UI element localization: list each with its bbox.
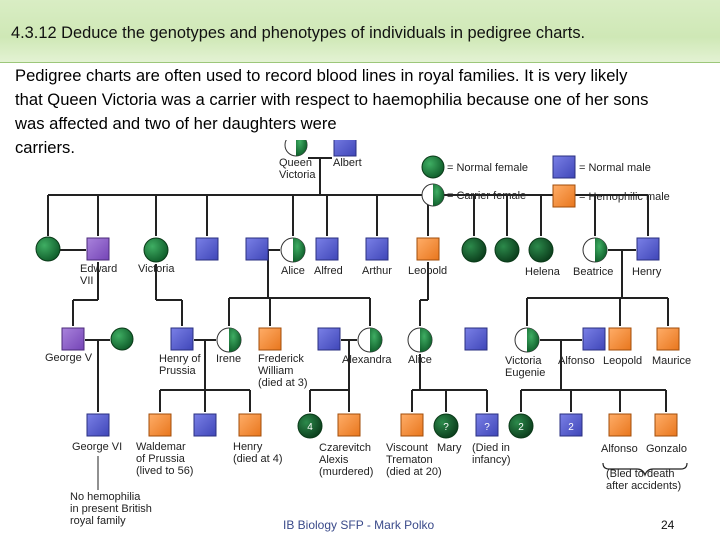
page-number: 24	[661, 518, 675, 532]
alfonso-symbol	[583, 328, 605, 350]
legend-normal-female-label: = Normal female	[447, 162, 529, 174]
two-sons-count: 2	[568, 422, 574, 433]
george-v-label: George V	[45, 352, 93, 364]
legend-hemophilic-male-symbol	[553, 185, 575, 207]
legend-normal-male-label: = Normal male	[579, 162, 651, 174]
irene-label: Irene	[216, 353, 242, 365]
waldemar-symbol	[149, 414, 171, 436]
legend-normal-female-symbol	[422, 156, 444, 178]
edward-vii-symbol	[87, 238, 109, 260]
victoria-eugenie-label-2: Eugenie	[505, 367, 546, 379]
waldemar-label-3: (lived to 56)	[136, 465, 194, 477]
henry-prussia-label-2: Prussia	[159, 365, 196, 377]
generation-2	[36, 237, 662, 287]
victoria-daughter-label: Victoria	[138, 263, 175, 275]
slide-title: 4.3.12 Deduce the genotypes and phenotypes of individuals in pedigree charts.	[11, 24, 586, 42]
henry-label: Henry	[632, 266, 662, 278]
note-line-1: No hemophilia	[70, 491, 141, 503]
helena-label: Helena	[525, 266, 560, 278]
intro-line-4: carriers.	[15, 138, 75, 157]
albert-symbol	[334, 140, 356, 156]
alice-husband-symbol	[246, 238, 268, 260]
helena-symbol	[529, 238, 553, 262]
slide-footer: IB Biology SFP - Mark Polko	[283, 518, 435, 532]
edward-label-2: VII	[80, 275, 94, 287]
alfonso-gen4-symbol	[609, 414, 631, 436]
four-sisters-count: 4	[307, 422, 313, 433]
czarevitch-symbol	[338, 414, 360, 436]
mary-label: Mary	[437, 442, 462, 454]
gen2-spouse-of-edward	[36, 237, 60, 261]
gen2-male-symbol	[196, 238, 218, 260]
czarevitch-label-3: (murdered)	[319, 466, 374, 478]
gen2-female-symbol	[462, 238, 486, 262]
alexandra-label: Alexandra	[342, 354, 392, 366]
waldemar-label-1: Waldemar	[136, 441, 186, 453]
note-line-3: royal family	[70, 515, 126, 527]
waldemar-label-2: of Prussia	[136, 453, 185, 465]
frederick-william-symbol	[259, 328, 281, 350]
maurice-symbol	[657, 328, 679, 350]
gonzalo-label: Gonzalo	[646, 443, 687, 455]
alfonso-gen4-label: Alfonso	[601, 443, 638, 455]
mary-unknown-mark: ?	[443, 422, 449, 433]
henry-of-prussia-symbol	[171, 328, 193, 350]
intro-line-2: that Queen Victoria was a carrier with respect to haemophilia because one of her sons	[15, 90, 649, 109]
legend-normal-male-symbol	[553, 156, 575, 178]
died-infancy-label-1: (Died in	[472, 442, 510, 454]
beatrice-label: Beatrice	[573, 266, 614, 278]
queen-victoria-label-2: Victoria	[279, 169, 316, 181]
alice-label: Alice	[281, 265, 305, 277]
viscount-label-3: (died at 20)	[386, 466, 442, 478]
edward-label-1: Edward	[80, 263, 118, 275]
czarevitch-label-1: Czarevitch	[319, 442, 371, 454]
victoria-daughter-symbol	[144, 238, 168, 262]
alexandra-husband-symbol	[318, 328, 340, 350]
george-vi-symbol	[87, 414, 109, 436]
viscount-trematon-symbol	[401, 414, 423, 436]
intro-line-3: was affected and two of her daughters were	[15, 114, 337, 133]
generation-4	[72, 414, 687, 492]
gonzalo-symbol	[655, 414, 677, 436]
alice-gen3-label: Alice	[408, 354, 432, 366]
arthur-label: Arthur	[362, 265, 392, 277]
maurice-label: Maurice	[652, 355, 692, 367]
alfred-symbol	[316, 238, 338, 260]
bled-label-1: (Bled to death	[606, 468, 675, 480]
note-line-2: in present British	[70, 503, 152, 515]
czarevitch-label-2: Alexis	[319, 454, 349, 466]
legend	[422, 156, 670, 207]
gen4-male-symbol	[194, 414, 216, 436]
henry-symbol	[637, 238, 659, 260]
leopold-label: Leopold	[408, 265, 448, 277]
viscount-label-1: Viscount	[386, 442, 428, 454]
intro-line-1: Pedigree charts are often used to record blood lines in royal families. It is very likely	[15, 66, 628, 85]
henry-died-label-2: (died at 4)	[233, 453, 283, 465]
leopold-gen3-label: Leopold	[603, 355, 643, 367]
george-vi-label: George VI	[72, 441, 123, 453]
leopold-gen3-symbol	[609, 328, 631, 350]
legend-carrier-female-label: = Carrier female	[447, 190, 527, 202]
henry-died-4-symbol	[239, 414, 261, 436]
george-v-symbol	[62, 328, 84, 350]
henry-died-label-1: Henry	[233, 441, 263, 453]
gen2-female-symbol-2	[495, 238, 519, 262]
alfred-label: Alfred	[314, 265, 343, 277]
alice-husband-gen3-symbol	[465, 328, 487, 350]
queen-victoria-label-1: Queen	[279, 157, 313, 169]
alfonso-label: Alfonso	[558, 355, 595, 367]
generation-3	[45, 328, 691, 389]
frederick-label-1: Frederick	[258, 353, 304, 365]
frederick-label-2: William	[258, 365, 294, 377]
frederick-label-3: (died at 3)	[258, 377, 308, 389]
leopold-symbol	[417, 238, 439, 260]
died-infancy-unknown-mark: ?	[484, 422, 490, 433]
pedigree-chart	[0, 140, 720, 540]
arthur-symbol	[366, 238, 388, 260]
died-infancy-label-2: infancy)	[472, 454, 511, 466]
two-daughters-count: 2	[518, 422, 524, 433]
victoria-eugenie-label-1: Victoria	[505, 355, 542, 367]
henry-prussia-label-1: Henry of	[159, 353, 201, 365]
viscount-label-2: Trematon	[386, 454, 433, 466]
legend-hemophilic-male-label: = Hemophilic male	[579, 191, 670, 203]
george-v-spouse-symbol	[111, 328, 133, 350]
albert-label: Albert	[333, 157, 362, 169]
bled-label-2: after accidents)	[606, 480, 682, 492]
